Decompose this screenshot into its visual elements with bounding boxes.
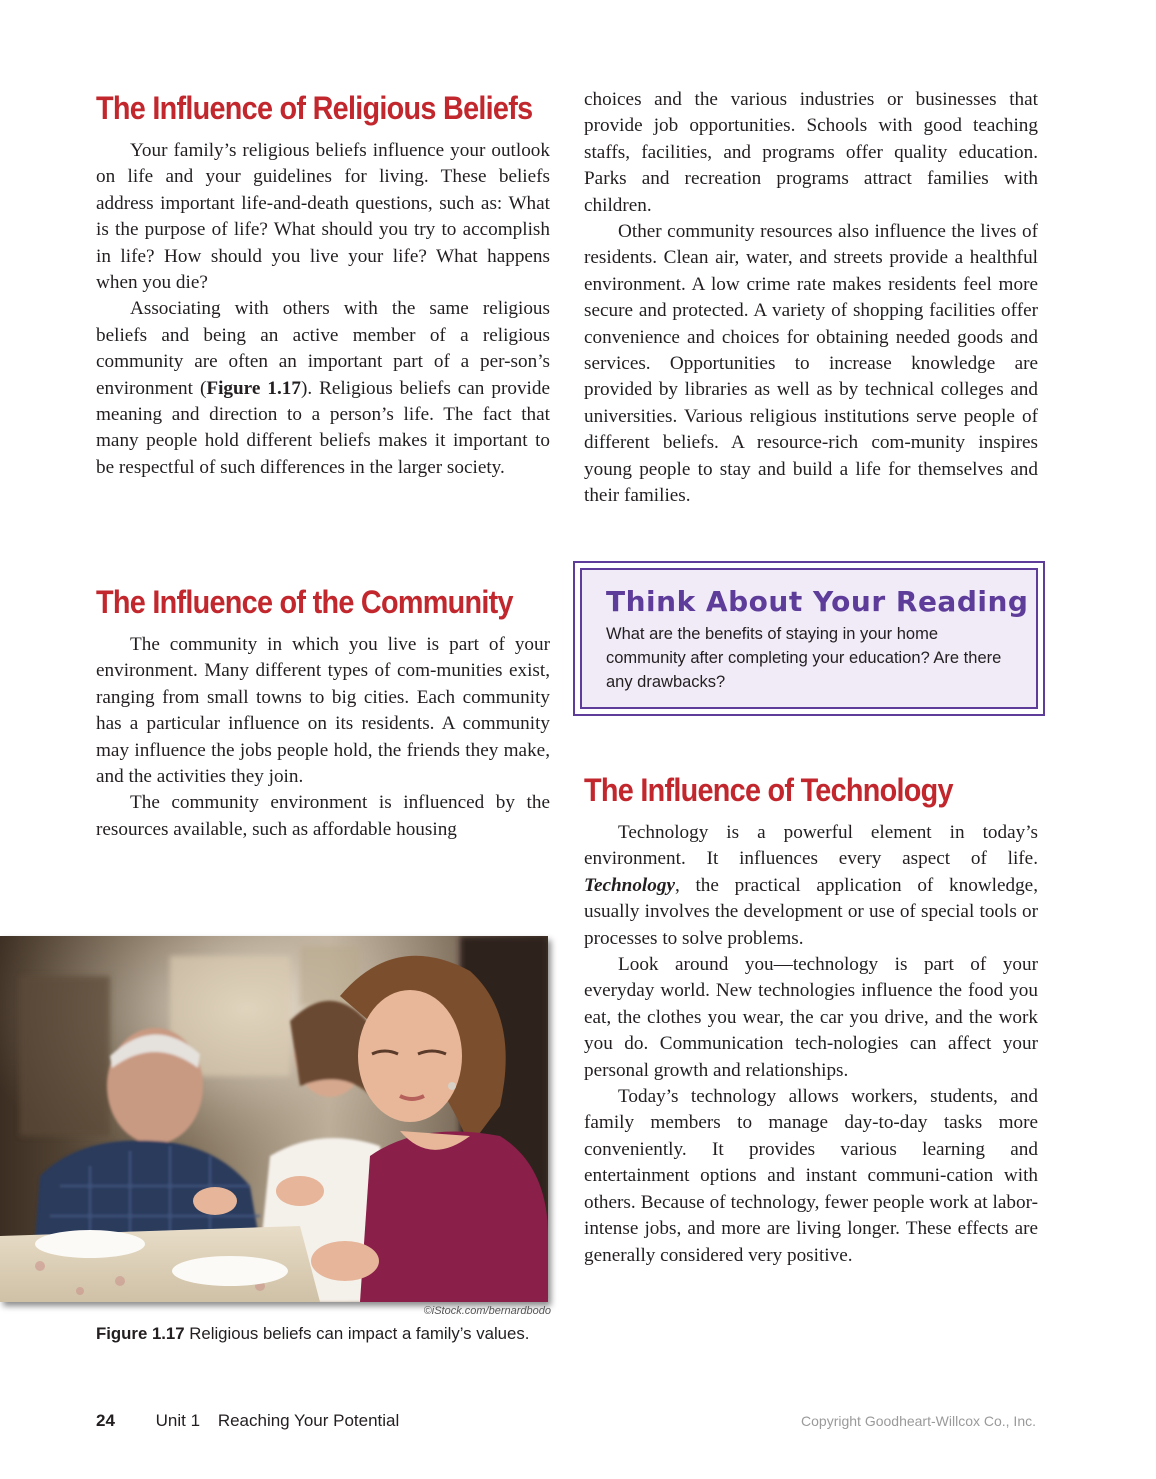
unit-label: Unit 1 [155,1411,201,1430]
figure-label: Figure 1.17 [96,1324,185,1343]
family-praying-photo [0,936,548,1302]
religious-paragraph-1: Your family’s religious beliefs influence your outlook on life and your guidelines for living. These beliefs address important life-and-death questions, such as: What is the purpose of life? What should you try to accomplish in life? How should you live your life? What happens when you die? [96,140,550,294]
think-about-question: What are the benefits of staying in your home community after completing your education? Are there any drawbacks? [606,625,1002,691]
technology-paragraph-1: Technology is a powerful element in today’s environment. It influences every aspect of life. Technology, the practical application of knowledge, usually involves the development or use of special tools or processes to solve problems. [584,822,1038,949]
copyright-notice: Copyright Goodheart-Willcox Co., Inc. [801,1413,1036,1429]
page-number: 24 [96,1411,115,1430]
technology-term: Technology [584,874,675,896]
unit-title: Reaching Your Potential [217,1411,400,1430]
community-section [96,582,550,843]
technology-heading: The Influence of Technology [584,772,953,808]
think-about-title: Think About Your Reading [606,585,1029,618]
technology-paragraph-3: Today’s technology allows workers, students, and family members to manage day-to-day tasks more conveniently. It provides various learning and entertainment options and instant communi-cation with others. Because of technology, fewer people work at labor-intense jobs, and more are living longer. These effects are generally considered very positive. [584,1086,1038,1266]
figure-caption: Figure 1.17 Religious beliefs can impact a family’s values. [96,1324,530,1343]
community-continued [584,87,1038,510]
community-paragraph-2-cont: choices and the various industries or businesses that provide job opportunities. Schools with good teaching staffs, facilities, and programs offer quality education. Parks and recreation programs attract families with children. [584,89,1038,216]
religious-beliefs-heading: The Influence of Religious Beliefs [96,90,533,126]
photo-illustration [0,936,548,1302]
photo-credit: ©iStock.com/bernardbodo [423,1305,551,1317]
think-about-box [573,561,1045,716]
think-about-inner [580,568,1038,709]
community-heading: The Influence of the Community [96,584,513,620]
technology-section [584,770,1038,1269]
community-paragraph-2: The community environment is influenced by the resources available, such as affordable housing [96,792,550,840]
religious-paragraph-2: Associating with others with the same religious beliefs and being an active member of a religious community are often an important part of a per-son’s environment (Figure 1.17). Religious beliefs can provide meaning and direction to a person’s life. The fact that many people hold different beliefs makes it important to be respectful of such differences in the larger society. [96,298,550,478]
community-paragraph-1: The community in which you live is part of your environment. Many different types of com-munities exist, ranging from small towns to big cities. Each community has a particular influence on its residents. A community may influence the jobs people hold, the friends they make, and the activities they join. [96,634,550,788]
page-footer-left [96,1411,399,1431]
figure-reference: Figure 1.17 [206,377,301,399]
community-paragraph-3: Other community resources also influence the lives of residents. Clean air, water, and streets provide a healthful environment. A low crime rate makes residents feel more secure and protected. A variety of shopping facilities offer convenience and choices for obtaining needed goods and services. Opportunities to increase knowledge are provided by libraries as well as by technical colleges and universities. Various religious institutions serve people of different beliefs. A resource-rich com-munity inspires young people to stay and build a life for themselves and their families. [584,221,1038,507]
technology-paragraph-2: Look around you—technology is part of your everyday world. New technologies influence the food you eat, the clothes you wear, the car you drive, and the work you do. Communication tech-nologies can affect your personal growth and relationships. [584,954,1038,1081]
religious-beliefs-section [96,88,550,481]
